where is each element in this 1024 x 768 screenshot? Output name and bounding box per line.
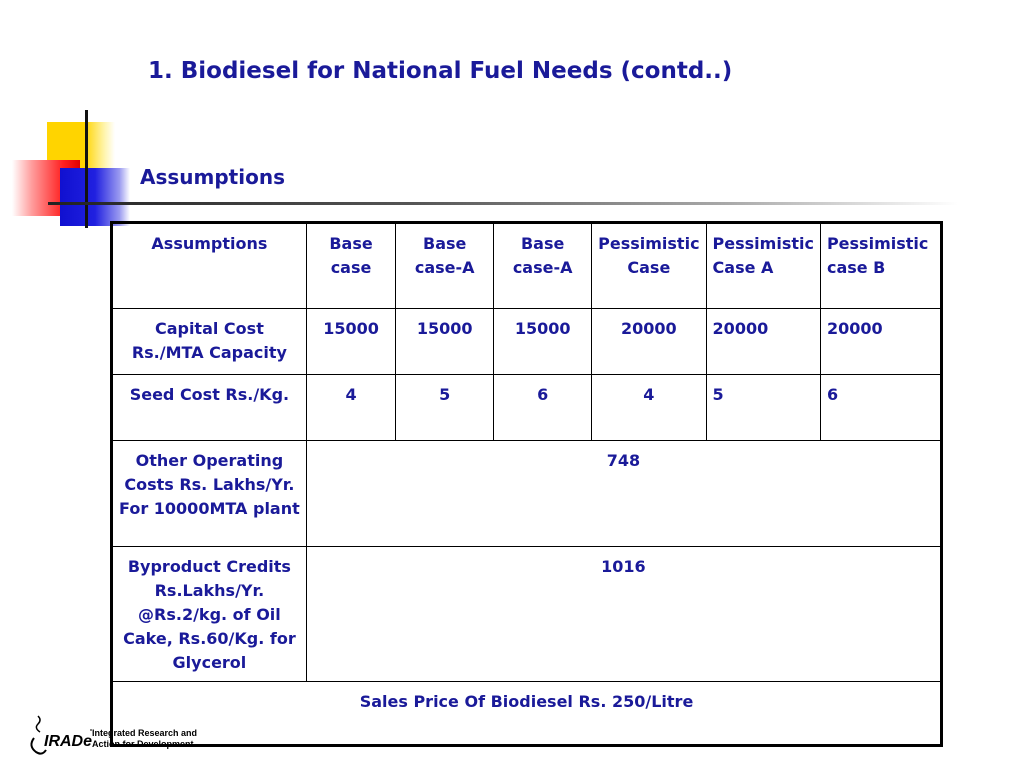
row-label: Seed Cost Rs./Kg. [112, 375, 307, 441]
table-header-row [112, 223, 942, 309]
header-cell: Base case-A [396, 223, 494, 309]
table-cell: 5 [706, 375, 820, 441]
table-row [112, 309, 942, 375]
table-cell: 15000 [494, 309, 592, 375]
header-cell: Pessimistic Case A [706, 223, 820, 309]
header-cell: Assumptions [112, 223, 307, 309]
assumptions-table [110, 221, 943, 747]
table-cell: 6 [820, 375, 941, 441]
merged-value-cell: 1016 [306, 547, 941, 682]
decor-blue-square [60, 168, 130, 226]
logo-tagline [92, 728, 197, 750]
row-label: Other Operating Costs Rs. Lakhs/Yr. For 10000MTA plant [112, 441, 307, 547]
logo-brand: IRADe [44, 733, 93, 750]
header-cell: Pessimistic case B [820, 223, 941, 309]
table-cell: 4 [592, 375, 706, 441]
header-cell: Pessimistic Case [592, 223, 706, 309]
table-cell: 4 [306, 375, 395, 441]
table-row [112, 375, 942, 441]
merged-value-cell: 748 [306, 441, 941, 547]
decor-vertical-line [85, 110, 88, 228]
table-cell: 5 [396, 375, 494, 441]
table-row [112, 547, 942, 682]
decor-horizontal-rule [48, 202, 958, 205]
logo-line-2: Action for Development [92, 739, 194, 749]
slide-title: 1. Biodiesel for National Fuel Needs (contd..) [148, 58, 733, 84]
header-cell: Base case [306, 223, 395, 309]
table-cell: 20000 [592, 309, 706, 375]
table-footer-row [112, 682, 942, 746]
slide-subtitle: Assumptions [140, 165, 285, 189]
table-cell: 15000 [396, 309, 494, 375]
sales-price-cell: Sales Price Of Biodiesel Rs. 250/Litre [112, 682, 942, 746]
table-cell: 15000 [306, 309, 395, 375]
table-cell: 6 [494, 375, 592, 441]
logo-line-1: Integrated Research and [92, 728, 198, 738]
table-cell: 20000 [820, 309, 941, 375]
table-row [112, 441, 942, 547]
row-label: Capital Cost Rs./MTA Capacity [112, 309, 307, 375]
header-cell: Base case-A [494, 223, 592, 309]
row-label: Byproduct Credits Rs.Lakhs/Yr. @Rs.2/kg. of Oil Cake, Rs.60/Kg. for Glycerol [112, 547, 307, 682]
table-cell: 20000 [706, 309, 820, 375]
